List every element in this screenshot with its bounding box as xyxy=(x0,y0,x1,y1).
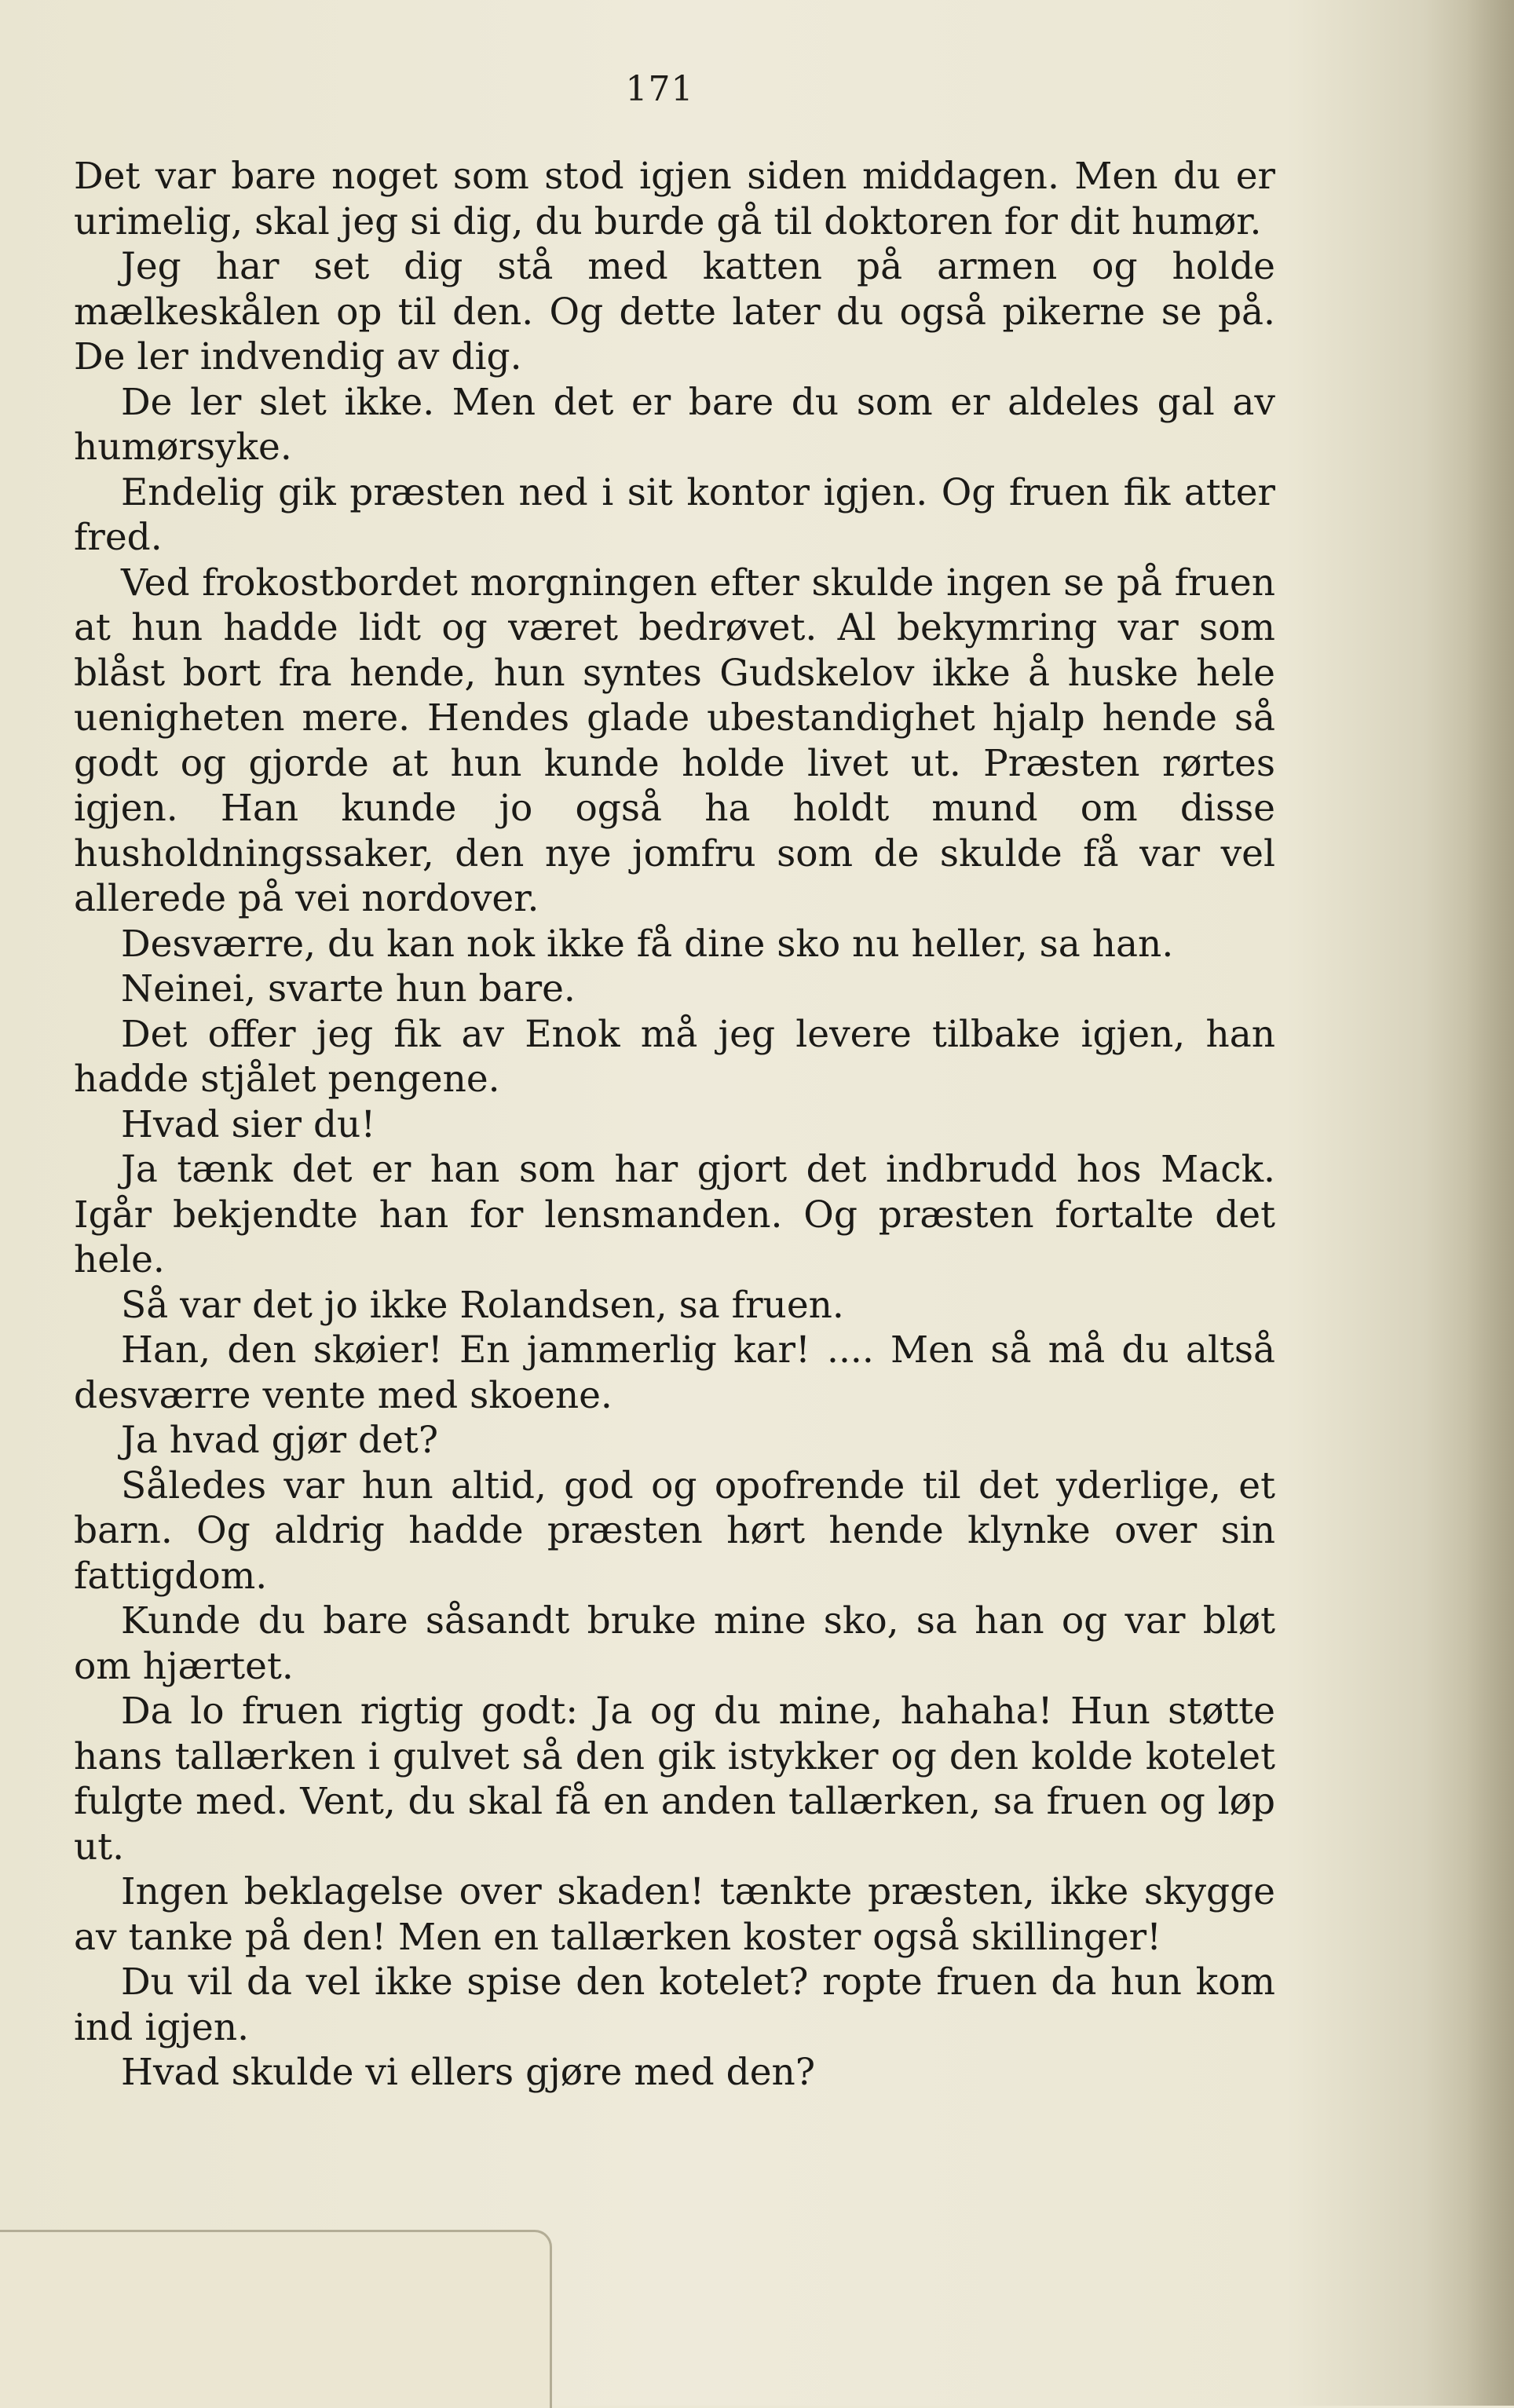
paragraph: Kunde du bare såsandt bruke mine sko, sa han og var bløt om hjærtet. xyxy=(74,1599,1275,1688)
paragraph: Endelig gik præsten ned i sit kontor igjen. Og fruen fik atter fred. xyxy=(74,470,1275,559)
paragraph: Desværre, du kan nok ikke få dine sko nu heller, sa han. xyxy=(121,922,1174,966)
paper-slip xyxy=(0,2230,552,2408)
body-text xyxy=(74,154,1275,2096)
paragraph: Da lo fruen rigtig godt: Ja og du mine, hahaha! Hun støtte hans tallærken i gulvet så den gik istykker og den kolde kotelet fulgte med. Vent, du skal få en anden tallærken, sa fruen og løp ut. xyxy=(74,1690,1275,1869)
paragraph: Du vil da vel ikke spise den kotelet? ropte fruen da hun kom ind igjen. xyxy=(74,1960,1275,2049)
paragraph: Ingen beklagelse over skaden! tænkte præsten, ikke skygge av tanke på den! Men en tallærken koster også skillinger! xyxy=(74,1870,1275,1959)
paragraph: Ja hvad gjør det? xyxy=(121,1419,439,1462)
paragraph: Ja tænk det er han som har gjort det indbrudd hos Mack. Igår bekjendte han for lensmanden. Og præsten fortalte det hele. xyxy=(74,1148,1275,1281)
paragraph: Det var bare noget som stod igjen siden middagen. Men du er urimelig, skal jeg si dig, du burde gå til doktoren for dit humør. xyxy=(74,155,1275,243)
paragraph: Hvad sier du! xyxy=(121,1102,376,1146)
page-number: 171 xyxy=(625,69,694,109)
page-edge-shadow xyxy=(1467,0,1514,2406)
paragraph: Således var hun altid, god og opofrende til det yderlige, et barn. Og aldrig hadde præsten hørt hende klynke over sin fattigdom. xyxy=(74,1463,1275,1598)
paragraph: Det offer jeg fik av Enok må jeg levere tilbake igjen, han hadde stjålet pengene. xyxy=(74,1012,1275,1101)
paragraph: Så var det jo ikke Rolandsen, sa fruen. xyxy=(121,1283,844,1327)
paragraph: Neinei, svarte hun bare. xyxy=(121,967,576,1010)
paragraph: Han, den skøier! En jammerlig kar! .... Men så må du altså desværre vente med skoene. xyxy=(74,1328,1275,1417)
paragraph: Ved frokostbordet morgningen efter skulde ingen se på fruen at hun hadde lidt og været bedrøvet. Al bekymring var som blåst bort fra hende, hun syntes Gudskelov ikke å huske hele uenigheten mere. Hendes glade ubestandighet hjalp hende så godt og gjorde at hun kunde holde livet ut. Præsten rørtes igjen. Han kunde jo også ha holdt mund om disse husholdningssaker, den nye jomfru som de skulde få var vel allerede på vei nordover. xyxy=(74,561,1275,920)
paragraph: Jeg har set dig stå med katten på armen og holde mælkeskålen op til den. Og dette later du også pikerne se på. De ler indvendig av dig. xyxy=(74,245,1275,378)
paragraph: Hvad skulde vi ellers gjøre med den? xyxy=(121,2051,816,2094)
paragraph: De ler slet ikke. Men det er bare du som er aldeles gal av humørsyke. xyxy=(74,380,1275,469)
